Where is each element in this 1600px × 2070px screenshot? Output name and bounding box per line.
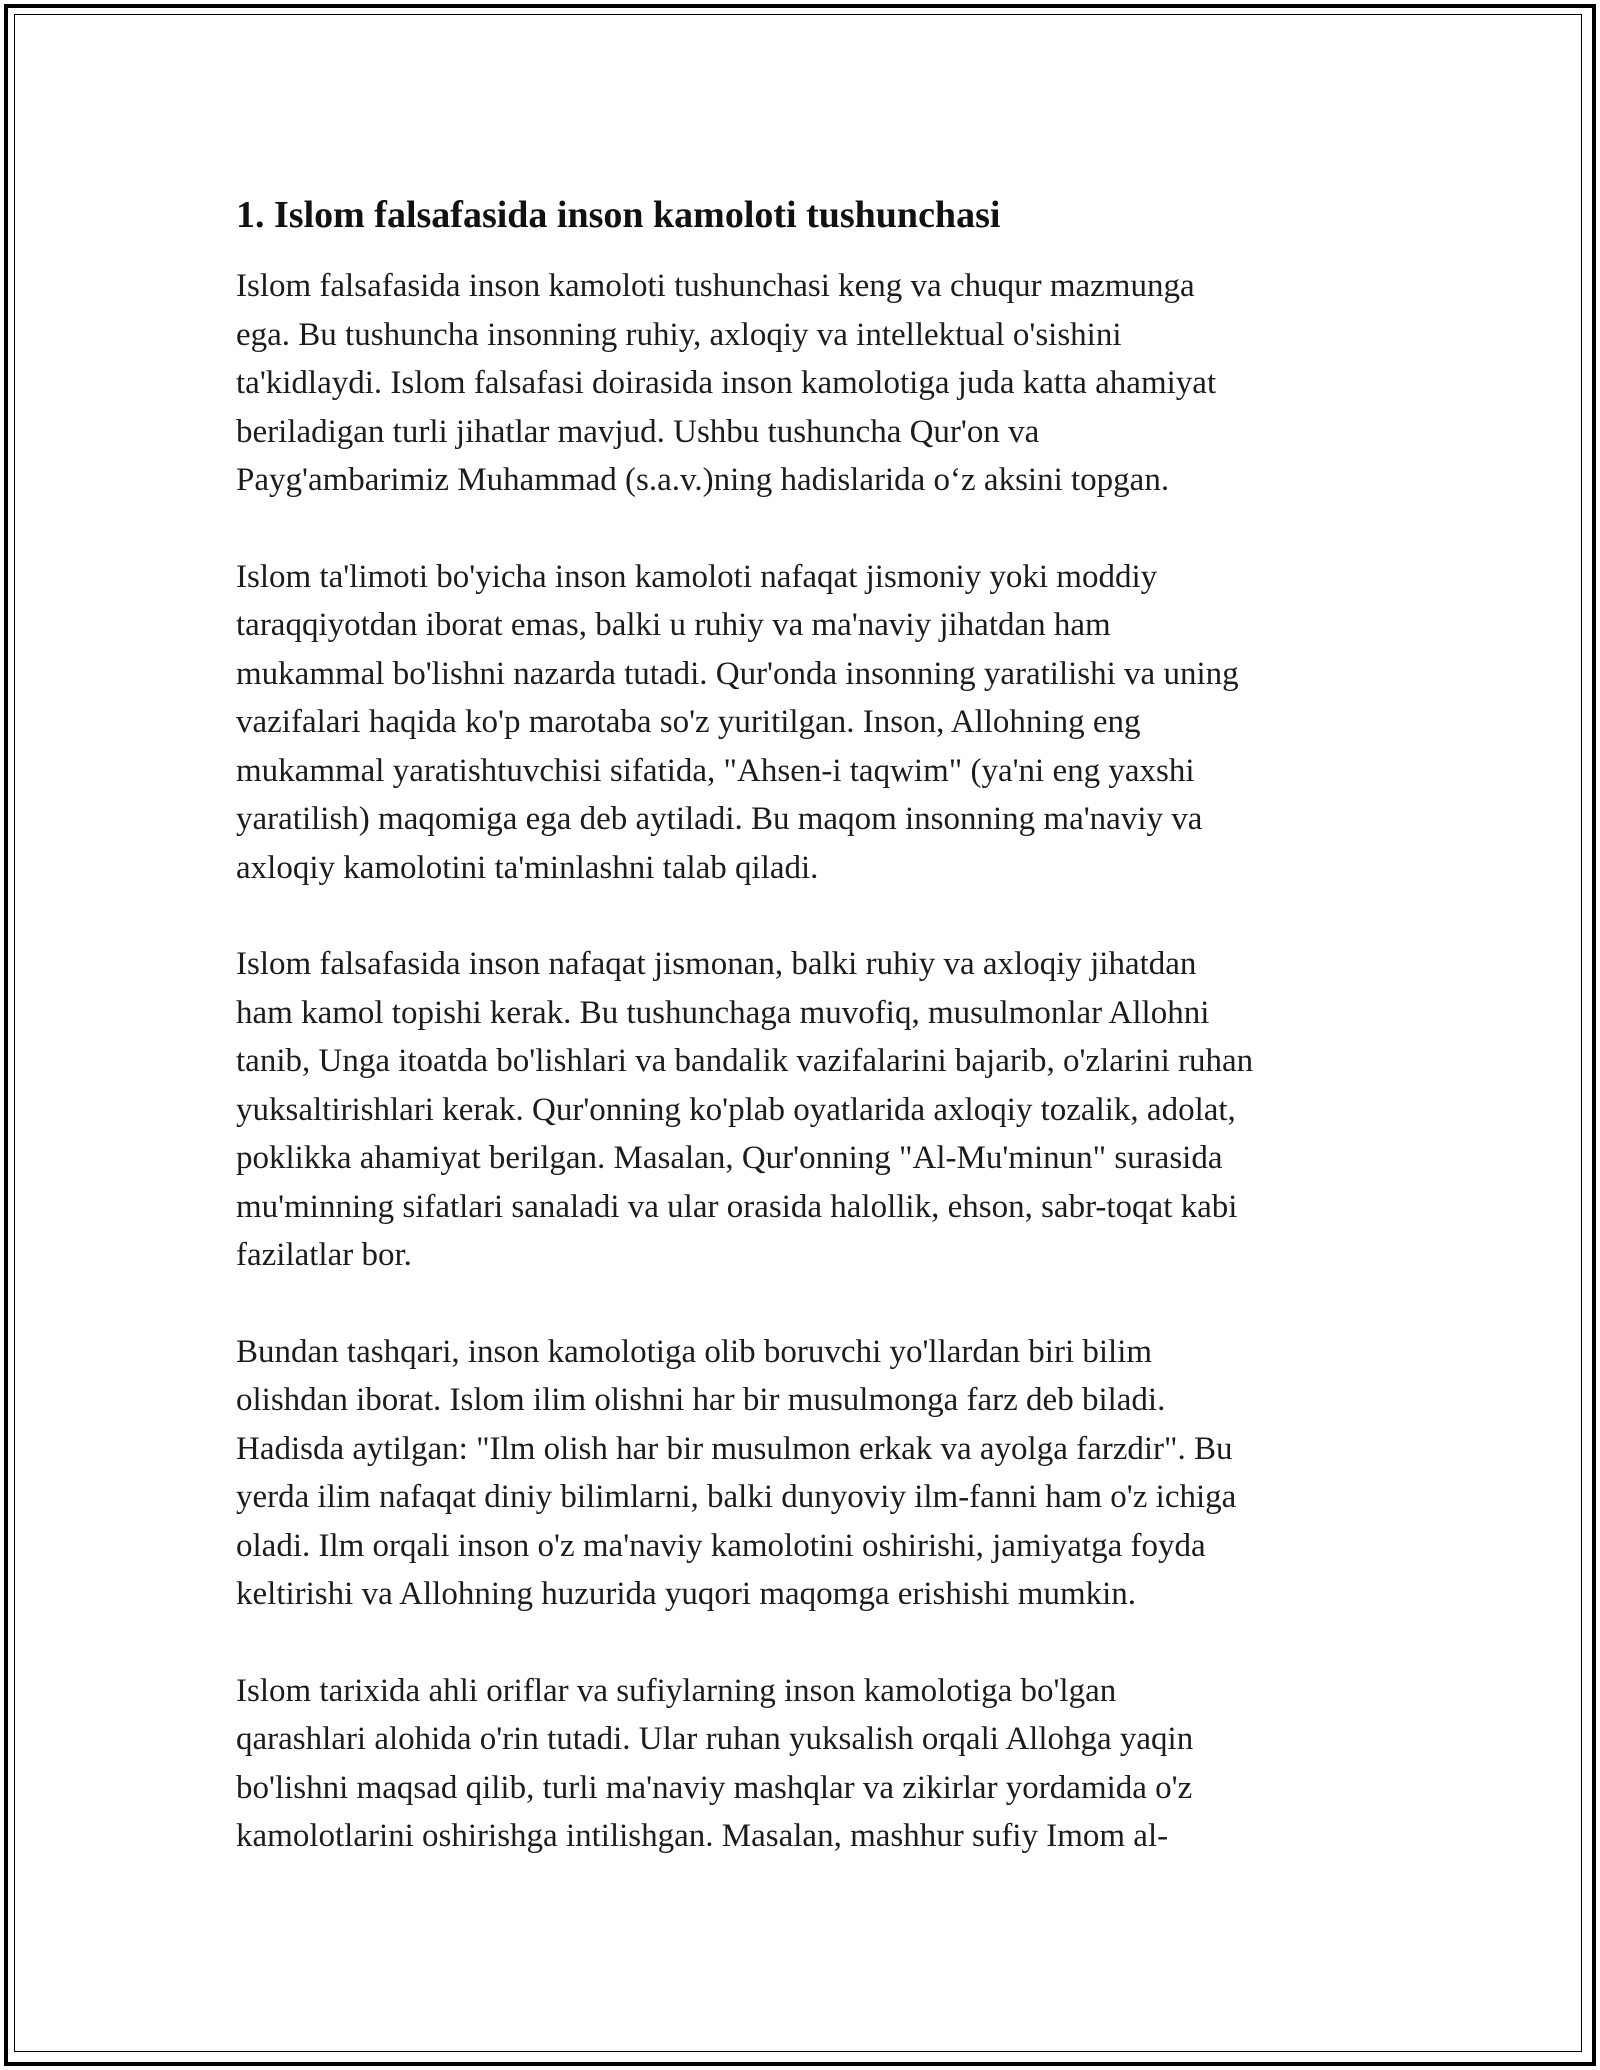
text-line: qarashlari alohida o'rin tutadi. Ular ruhan yuksalish orqali Allohga yaqin: [236, 1721, 1194, 1757]
paragraph-5: [236, 1667, 1361, 1861]
text-line: ham kamol topishi kerak. Bu tushunchaga muvofiq, musulmonlar Allohni: [236, 994, 1210, 1031]
text-line: yerda ilim nafaqat diniy bilimlarni, balki dunyoviy ilm-fanni ham o'z ichiga: [236, 1479, 1237, 1515]
text-line: vazifalari haqida ko'p marotaba so'z yuritilgan. Inson, Allohning eng: [236, 704, 1141, 740]
text-line: tanib, Unga itoatda bo'lishlari va bandalik vazifalarini bajarib, o'zlarini ruhan: [236, 1043, 1254, 1079]
text-line: keltirishi va Allohning huzurida yuqori maqomga erishishi mumkin.: [236, 1576, 1137, 1612]
text-line: yaratilish) maqomiga ega deb aytiladi. Bu maqom insonning ma'naviy va: [236, 801, 1203, 837]
text-line: poklikka ahamiyat berilgan. Masalan, Qur'onning "Al-Mu'minun" surasida: [236, 1140, 1223, 1176]
paragraph-4: [236, 1328, 1361, 1619]
text-line: oladi. Ilm orqali inson o'z ma'naviy kamolotini oshirishi, jamiyatga foyda: [236, 1527, 1206, 1564]
text-line: Islom falsafasida inson nafaqat jismonan, balki ruhiy va axloqiy jihatdan: [236, 946, 1197, 982]
paragraph-3: [236, 940, 1361, 1280]
text-line: ega. Bu tushuncha insonning ruhiy, axloqiy va intellektual o'sishini: [236, 316, 1122, 353]
text-line: Bundan tashqari, inson kamolotiga olib boruvchi yo'llardan biri bilim: [236, 1333, 1153, 1370]
text-line: Payg'ambarimiz Muhammad (s.a.v.)ning hadislarida o‘z aksini topgan.: [236, 462, 1170, 498]
text-line: beriladigan turli jihatlar mavjud. Ushbu tushuncha Qur'on va: [236, 413, 1040, 450]
text-line: taraqqiyotdan iborat emas, balki u ruhiy va ma'naviy jihatdan ham: [236, 607, 1111, 643]
text-line: bo'lishni maqsad qilib, turli ma'naviy mashqlar va zikirlar yordamida o'z: [236, 1769, 1193, 1806]
document-body: [236, 190, 1361, 1909]
text-line: kamolotlarini oshirishga intilishgan. Masalan, mashhur sufiy Imom al-: [236, 1818, 1169, 1854]
text-line: Islom ta'limoti bo'yicha inson kamoloti nafaqat jismoniy yoki moddiy: [236, 558, 1158, 595]
paragraph-2: [236, 553, 1361, 893]
text-line: mukammal bo'lishni nazarda tutadi. Qur'onda insonning yaratilishi va uning: [236, 655, 1239, 692]
text-line: mukammal yaratishtuvchisi sifatida, "Ahsen-i taqwim" (ya'ni eng yaxshi: [236, 752, 1195, 789]
text-line: yuksaltirishlari kerak. Qur'onning ko'plab oyatlarida axloqiy tozalik, adolat,: [236, 1091, 1236, 1128]
text-line: axloqiy kamolotini ta'minlashni talab qiladi.: [236, 849, 819, 886]
section-heading: 1. Islom falsafasida inson kamoloti tushunchasi: [236, 194, 1001, 236]
text-line: ta'kidlaydi. Islom falsafasi doirasida inson kamolotiga juda katta ahamiyat: [236, 365, 1217, 401]
text-line: olishdan iborat. Islom ilim olishni har bir musulmonga farz deb biladi.: [236, 1382, 1166, 1418]
paragraph-1: [236, 262, 1361, 505]
text-line: Islom tarixida ahli oriflar va sufiylarning inson kamolotiga bo'lgan: [236, 1672, 1117, 1709]
text-line: Hadisda aytilgan: "Ilm olish har bir musulmon erkak va ayolga farzdir". Bu: [236, 1430, 1233, 1467]
text-line: mu'minning sifatlari sanaladi va ular orasida halollik, ehson, sabr-toqat kabi: [236, 1188, 1238, 1225]
text-line: Islom falsafasida inson kamoloti tushunchasi keng va chuqur mazmunga: [236, 268, 1195, 304]
text-line: fazilatlar bor.: [236, 1237, 412, 1273]
